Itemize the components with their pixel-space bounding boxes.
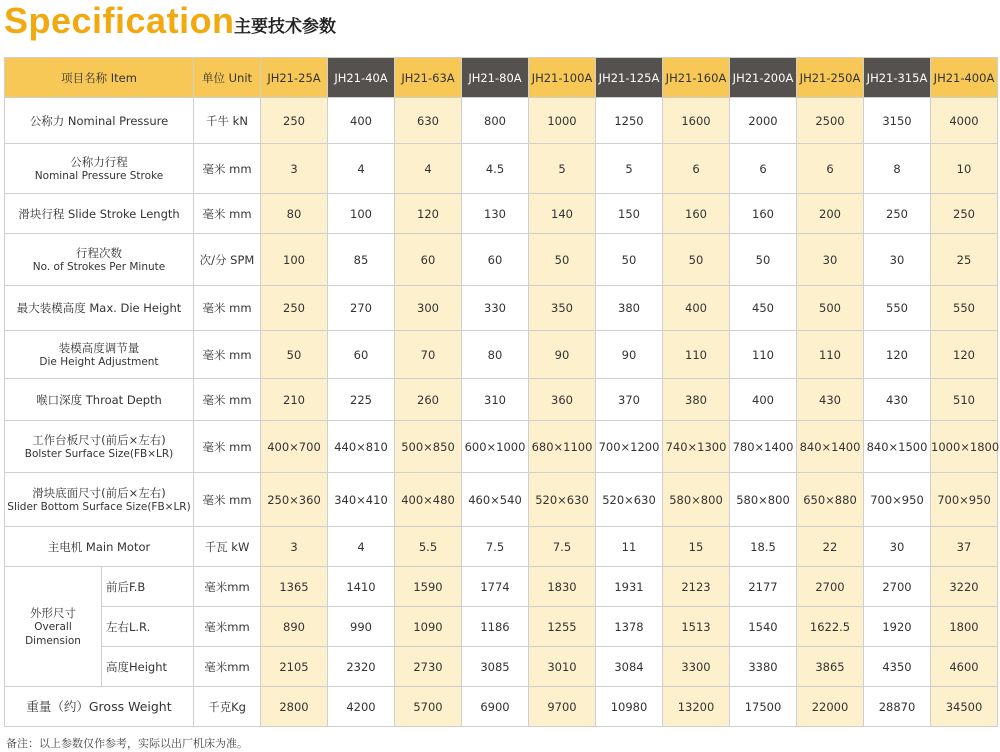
value-cell: 2700 <box>864 567 931 607</box>
value-cell: 400 <box>730 379 797 421</box>
value-cell: 100 <box>328 194 395 234</box>
unit-cell: 千克Kg <box>194 687 261 727</box>
value-cell: 2730 <box>395 647 462 687</box>
value-cell: 80 <box>462 331 529 379</box>
value-cell: 380 <box>596 286 663 331</box>
value-cell: 1378 <box>596 607 663 647</box>
unit-cell: 毫米 mm <box>194 331 261 379</box>
value-cell: 1000×1800 <box>931 421 998 473</box>
value-cell: 5 <box>529 144 596 194</box>
value-cell: 6 <box>730 144 797 194</box>
page-header <box>0 0 1000 50</box>
header-model: JH21-250A <box>797 58 864 98</box>
unit-cell: 千瓦 kW <box>194 527 261 567</box>
header-model: JH21-315A <box>864 58 931 98</box>
value-cell: 1513 <box>663 607 730 647</box>
value-cell: 3085 <box>462 647 529 687</box>
value-cell: 3010 <box>529 647 596 687</box>
value-cell: 200 <box>797 194 864 234</box>
table-row <box>5 331 998 379</box>
value-cell: 550 <box>931 286 998 331</box>
row-label <box>5 473 194 527</box>
value-cell: 3150 <box>864 98 931 144</box>
value-cell: 50 <box>730 234 797 286</box>
value-cell: 22000 <box>797 687 864 727</box>
table-row <box>5 234 998 286</box>
row-label-cn: 滑块底面尺寸(前后×左右) <box>32 485 166 500</box>
table-row <box>5 527 998 567</box>
value-cell: 1800 <box>931 607 998 647</box>
value-cell: 130 <box>462 194 529 234</box>
value-cell: 18.5 <box>730 527 797 567</box>
value-cell: 330 <box>462 286 529 331</box>
value-cell: 2177 <box>730 567 797 607</box>
header-unit: 单位 Unit <box>194 58 261 98</box>
unit-cell: 毫米 mm <box>194 379 261 421</box>
value-cell: 340×410 <box>328 473 395 527</box>
value-cell: 1774 <box>462 567 529 607</box>
value-cell: 10 <box>931 144 998 194</box>
value-cell: 740×1300 <box>663 421 730 473</box>
value-cell: 430 <box>797 379 864 421</box>
value-cell: 6 <box>663 144 730 194</box>
value-cell: 150 <box>596 194 663 234</box>
value-cell: 7.5 <box>529 527 596 567</box>
unit-cell: 千牛 kN <box>194 98 261 144</box>
value-cell: 60 <box>395 234 462 286</box>
overall-label-part: Overall <box>34 620 72 633</box>
value-cell: 4600 <box>931 647 998 687</box>
row-label <box>5 234 194 286</box>
sub-label: 左右L.R. <box>102 607 194 647</box>
value-cell: 2700 <box>797 567 864 607</box>
value-cell: 1255 <box>529 607 596 647</box>
value-cell: 630 <box>395 98 462 144</box>
row-label-en: No. of Strokes Per Minute <box>32 260 166 273</box>
header-model: JH21-63A <box>395 58 462 98</box>
value-cell: 50 <box>663 234 730 286</box>
value-cell: 1186 <box>462 607 529 647</box>
header-model: JH21-100A <box>529 58 596 98</box>
value-cell: 500×850 <box>395 421 462 473</box>
unit-cell: 毫米 mm <box>194 421 261 473</box>
value-cell: 85 <box>328 234 395 286</box>
row-label: 最大装模高度 Max. Die Height <box>5 286 194 331</box>
value-cell: 13200 <box>663 687 730 727</box>
value-cell: 4000 <box>931 98 998 144</box>
value-cell: 50 <box>596 234 663 286</box>
value-cell: 250×360 <box>261 473 328 527</box>
value-cell: 3220 <box>931 567 998 607</box>
value-cell: 4.5 <box>462 144 529 194</box>
value-cell: 2320 <box>328 647 395 687</box>
header-model: JH21-40A <box>328 58 395 98</box>
value-cell: 1830 <box>529 567 596 607</box>
footnote: 备注：以上参数仅作参考，实际以出厂机床为准。 <box>6 737 248 750</box>
value-cell: 30 <box>797 234 864 286</box>
table-row <box>5 421 998 473</box>
row-label-cn: 工作台板尺寸(前后×左右) <box>32 432 166 447</box>
value-cell: 110 <box>797 331 864 379</box>
value-cell: 5 <box>596 144 663 194</box>
value-cell: 680×1100 <box>529 421 596 473</box>
table-row <box>5 687 998 727</box>
unit-cell: 次/分 SPM <box>194 234 261 286</box>
value-cell: 700×1200 <box>596 421 663 473</box>
value-cell: 580×800 <box>663 473 730 527</box>
value-cell: 4200 <box>328 687 395 727</box>
value-cell: 4 <box>328 144 395 194</box>
unit-cell: 毫米mm <box>194 607 261 647</box>
value-cell: 380 <box>663 379 730 421</box>
value-cell: 500 <box>797 286 864 331</box>
value-cell: 650×880 <box>797 473 864 527</box>
row-label: 公称力 Nominal Pressure <box>5 98 194 144</box>
table-row <box>5 567 998 607</box>
value-cell: 15 <box>663 527 730 567</box>
table-row <box>5 647 998 687</box>
value-cell: 28870 <box>864 687 931 727</box>
value-cell: 110 <box>663 331 730 379</box>
value-cell: 1250 <box>596 98 663 144</box>
value-cell: 2500 <box>797 98 864 144</box>
value-cell: 30 <box>864 234 931 286</box>
value-cell: 60 <box>462 234 529 286</box>
value-cell: 450 <box>730 286 797 331</box>
value-cell: 600×1000 <box>462 421 529 473</box>
value-cell: 140 <box>529 194 596 234</box>
header-model: JH21-200A <box>730 58 797 98</box>
value-cell: 1000 <box>529 98 596 144</box>
unit-cell: 毫米 mm <box>194 473 261 527</box>
specification-table <box>4 57 998 727</box>
value-cell: 3300 <box>663 647 730 687</box>
value-cell: 5.5 <box>395 527 462 567</box>
header-model: JH21-125A <box>596 58 663 98</box>
value-cell: 1540 <box>730 607 797 647</box>
value-cell: 360 <box>529 379 596 421</box>
unit-cell: 毫米mm <box>194 567 261 607</box>
value-cell: 3865 <box>797 647 864 687</box>
value-cell: 10980 <box>596 687 663 727</box>
value-cell: 250 <box>261 98 328 144</box>
value-cell: 3084 <box>596 647 663 687</box>
value-cell: 460×540 <box>462 473 529 527</box>
value-cell: 4 <box>395 144 462 194</box>
value-cell: 120 <box>931 331 998 379</box>
overall-label-part: Dimension <box>25 634 81 647</box>
value-cell: 9700 <box>529 687 596 727</box>
value-cell: 840×1500 <box>864 421 931 473</box>
value-cell: 5700 <box>395 687 462 727</box>
row-label <box>5 144 194 194</box>
value-cell: 840×1400 <box>797 421 864 473</box>
value-cell: 400 <box>328 98 395 144</box>
value-cell: 1931 <box>596 567 663 607</box>
value-cell: 160 <box>730 194 797 234</box>
value-cell: 800 <box>462 98 529 144</box>
value-cell: 300 <box>395 286 462 331</box>
overall-label-part: 外形尺寸 <box>30 605 76 620</box>
overall-dimension-label <box>5 567 102 687</box>
value-cell: 990 <box>328 607 395 647</box>
value-cell: 160 <box>663 194 730 234</box>
value-cell: 70 <box>395 331 462 379</box>
row-label-en: Slider Bottom Surface Size(FB×LR) <box>7 500 191 513</box>
value-cell: 7.5 <box>462 527 529 567</box>
row-label: 喉口深度 Throat Depth <box>5 379 194 421</box>
header-model: JH21-160A <box>663 58 730 98</box>
value-cell: 250 <box>261 286 328 331</box>
value-cell: 1365 <box>261 567 328 607</box>
value-cell: 520×630 <box>596 473 663 527</box>
value-cell: 25 <box>931 234 998 286</box>
value-cell: 6900 <box>462 687 529 727</box>
value-cell: 100 <box>261 234 328 286</box>
value-cell: 50 <box>529 234 596 286</box>
unit-cell: 毫米 mm <box>194 286 261 331</box>
page-title: Specification <box>4 0 235 41</box>
value-cell: 1410 <box>328 567 395 607</box>
value-cell: 1920 <box>864 607 931 647</box>
value-cell: 225 <box>328 379 395 421</box>
row-label: 滑块行程 Slide Stroke Length <box>5 194 194 234</box>
table-row <box>5 98 998 144</box>
row-label-cn: 公称力行程 <box>70 154 128 169</box>
value-cell: 400 <box>663 286 730 331</box>
value-cell: 260 <box>395 379 462 421</box>
table-row <box>5 607 998 647</box>
value-cell: 1622.5 <box>797 607 864 647</box>
value-cell: 430 <box>864 379 931 421</box>
unit-cell: 毫米 mm <box>194 144 261 194</box>
value-cell: 510 <box>931 379 998 421</box>
row-label-cn: 行程次数 <box>76 245 122 260</box>
value-cell: 250 <box>931 194 998 234</box>
unit-cell: 毫米mm <box>194 647 261 687</box>
header-model: JH21-80A <box>462 58 529 98</box>
table-row <box>5 473 998 527</box>
row-label-en: Bolster Surface Size(FB×LR) <box>24 447 174 460</box>
row-label <box>5 331 194 379</box>
value-cell: 90 <box>529 331 596 379</box>
page-subtitle: 主要技术参数 <box>234 17 336 37</box>
value-cell: 110 <box>730 331 797 379</box>
value-cell: 3 <box>261 527 328 567</box>
value-cell: 50 <box>261 331 328 379</box>
table-row <box>5 286 998 331</box>
value-cell: 2123 <box>663 567 730 607</box>
row-label-en: Die Height Adjustment <box>39 355 159 368</box>
value-cell: 580×800 <box>730 473 797 527</box>
value-cell: 120 <box>395 194 462 234</box>
value-cell: 6 <box>797 144 864 194</box>
header-model: JH21-400A <box>931 58 998 98</box>
table-header-row <box>5 58 998 98</box>
value-cell: 350 <box>529 286 596 331</box>
row-label-cn: 装模高度调节量 <box>58 340 140 355</box>
value-cell: 700×950 <box>931 473 998 527</box>
value-cell: 80 <box>261 194 328 234</box>
value-cell: 22 <box>797 527 864 567</box>
value-cell: 310 <box>462 379 529 421</box>
row-label: 主电机 Main Motor <box>5 527 194 567</box>
value-cell: 270 <box>328 286 395 331</box>
value-cell: 120 <box>864 331 931 379</box>
row-label <box>5 421 194 473</box>
row-label: 重量（约）Gross Weight <box>5 687 194 727</box>
sub-label: 高度Height <box>102 647 194 687</box>
value-cell: 4350 <box>864 647 931 687</box>
value-cell: 4 <box>328 527 395 567</box>
value-cell: 400×480 <box>395 473 462 527</box>
header-item: 项目名称 Item <box>5 58 194 98</box>
value-cell: 2800 <box>261 687 328 727</box>
value-cell: 34500 <box>931 687 998 727</box>
value-cell: 1590 <box>395 567 462 607</box>
value-cell: 3 <box>261 144 328 194</box>
row-label-en: Nominal Pressure Stroke <box>34 169 164 182</box>
value-cell: 520×630 <box>529 473 596 527</box>
value-cell: 37 <box>931 527 998 567</box>
value-cell: 700×950 <box>864 473 931 527</box>
value-cell: 440×810 <box>328 421 395 473</box>
value-cell: 60 <box>328 331 395 379</box>
header-model: JH21-25A <box>261 58 328 98</box>
value-cell: 1090 <box>395 607 462 647</box>
value-cell: 17500 <box>730 687 797 727</box>
table-row <box>5 194 998 234</box>
value-cell: 370 <box>596 379 663 421</box>
sub-label: 前后F.B <box>102 567 194 607</box>
value-cell: 2000 <box>730 98 797 144</box>
value-cell: 1600 <box>663 98 730 144</box>
value-cell: 890 <box>261 607 328 647</box>
unit-cell: 毫米 mm <box>194 194 261 234</box>
value-cell: 30 <box>864 527 931 567</box>
value-cell: 780×1400 <box>730 421 797 473</box>
value-cell: 3380 <box>730 647 797 687</box>
table-row <box>5 144 998 194</box>
value-cell: 2105 <box>261 647 328 687</box>
value-cell: 90 <box>596 331 663 379</box>
value-cell: 550 <box>864 286 931 331</box>
value-cell: 250 <box>864 194 931 234</box>
value-cell: 8 <box>864 144 931 194</box>
value-cell: 400×700 <box>261 421 328 473</box>
table-row <box>5 379 998 421</box>
value-cell: 210 <box>261 379 328 421</box>
value-cell: 11 <box>596 527 663 567</box>
